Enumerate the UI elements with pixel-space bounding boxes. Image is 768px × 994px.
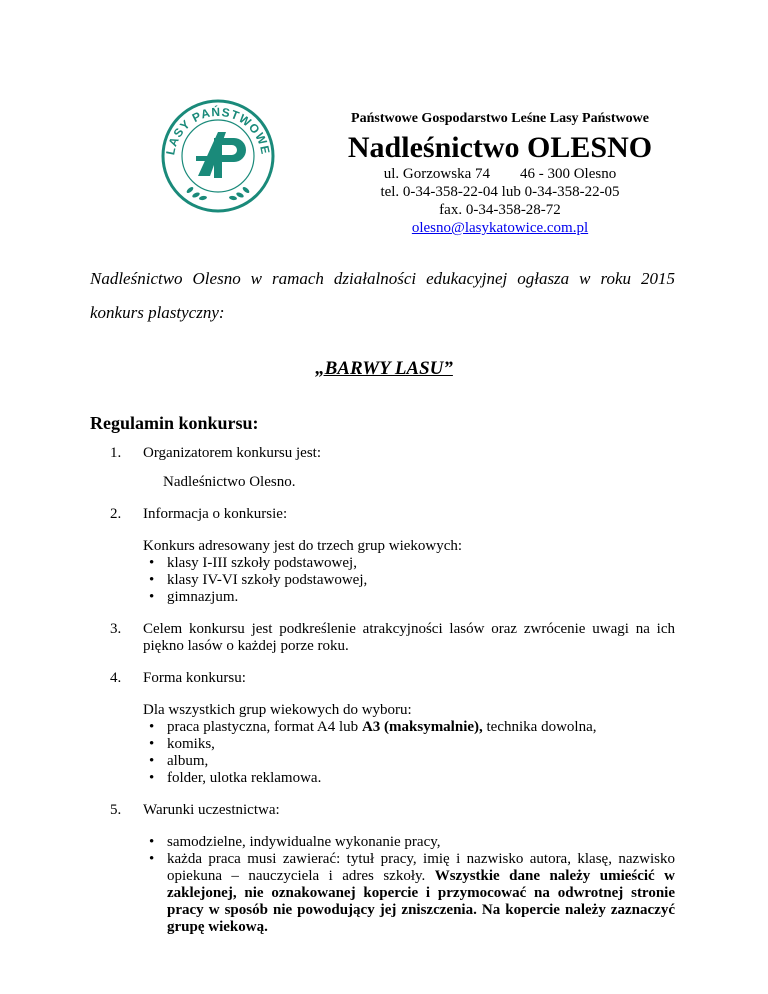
item-text: Organizatorem konkursu jest:: [143, 445, 322, 461]
list-item: [110, 802, 675, 936]
item-detail: Dla wszystkich grup wiekowych do wyboru:: [143, 702, 412, 718]
regulations-heading: Regulamin konkursu:: [90, 413, 259, 433]
letterhead: [300, 110, 700, 237]
bullet-list: [143, 834, 675, 936]
list-item: • gimnazjum.: [149, 589, 239, 605]
item-number: 1.: [110, 445, 122, 461]
logo-ring-text: LASY PAŃSTWOWE: [163, 104, 273, 157]
forest-district-title: Nadleśnictwo OLESNO: [347, 131, 653, 164]
postal-city: 46 - 300 Olesno: [519, 166, 617, 182]
organization-name: Państwowe Gospodarstwo Leśne Lasy Państwowe: [351, 111, 649, 126]
intro-paragraph: Nadleśnictwo Olesno w ramach działalności edukacyjnej ogłasza w roku 2015 konkurs plastyczny:: [90, 269, 675, 322]
phone-line: tel. 0-34-358-22-04 lub 0-34-358-22-05: [380, 184, 620, 200]
item-text: Celem konkursu jest podkreślenie atrakcyjności lasów oraz zwrócenie uwagi na ich piękno lasów o każdej porze roku.: [143, 621, 675, 654]
list-item: [110, 670, 675, 787]
list-item: • folder, ulotka reklamowa.: [149, 770, 322, 786]
list-item: • album,: [149, 753, 209, 769]
item-text: Forma konkursu:: [143, 670, 246, 686]
list-item: [110, 445, 675, 491]
contest-name: „BARWY LASU”: [315, 358, 453, 379]
regulations-list: [110, 433, 675, 951]
list-item: • każda praca musi zawierać: tytuł pracy, imię i nazwisko autora, klasę, nazwisko opiekuna – nauczyciela i adres szkoły. Wszystkie dane należy umieścić w zaklejonej, nie oznakowanej kopercie i przymocować na odwrotnej stronie pracy w sposób nie powodujący jej zniszczenia. Na kopercie należy zaznaczyć grupę wiekową.: [149, 851, 675, 935]
bullet-list: [143, 719, 675, 787]
item-number: 2.: [110, 506, 122, 522]
item-text: Informacja o konkursie:: [143, 506, 288, 522]
item-number: 3.: [110, 621, 122, 637]
item-number: 5.: [110, 802, 122, 818]
item-text: Warunki uczestnictwa:: [143, 802, 280, 818]
list-item: • samodzielne, indywidualne wykonanie pracy,: [149, 834, 441, 850]
street-address: ul. Gorzowska 74: [383, 166, 490, 182]
list-item: • praca plastyczna, format A4 lub A3 (maksymalnie), technika dowolna,: [149, 719, 597, 735]
address-line: [300, 165, 700, 183]
lasy-panstwowe-logo: [160, 98, 276, 214]
list-item: • klasy IV-VI szkoły podstawowej,: [149, 572, 368, 588]
list-item: • komiks,: [149, 736, 215, 752]
item-detail: Konkurs adresowany jest do trzech grup wiekowych:: [143, 538, 463, 554]
bullet-list: [143, 555, 675, 606]
item-number: 4.: [110, 670, 122, 686]
list-item: • klasy I-III szkoły podstawowej,: [149, 555, 357, 571]
list-item: [110, 621, 675, 655]
email-link[interactable]: olesno@lasykatowice.com.pl: [411, 220, 589, 236]
item-detail: Nadleśnictwo Olesno.: [163, 474, 296, 490]
fax-line: fax. 0-34-358-28-72: [439, 202, 561, 218]
list-item: [110, 506, 675, 606]
